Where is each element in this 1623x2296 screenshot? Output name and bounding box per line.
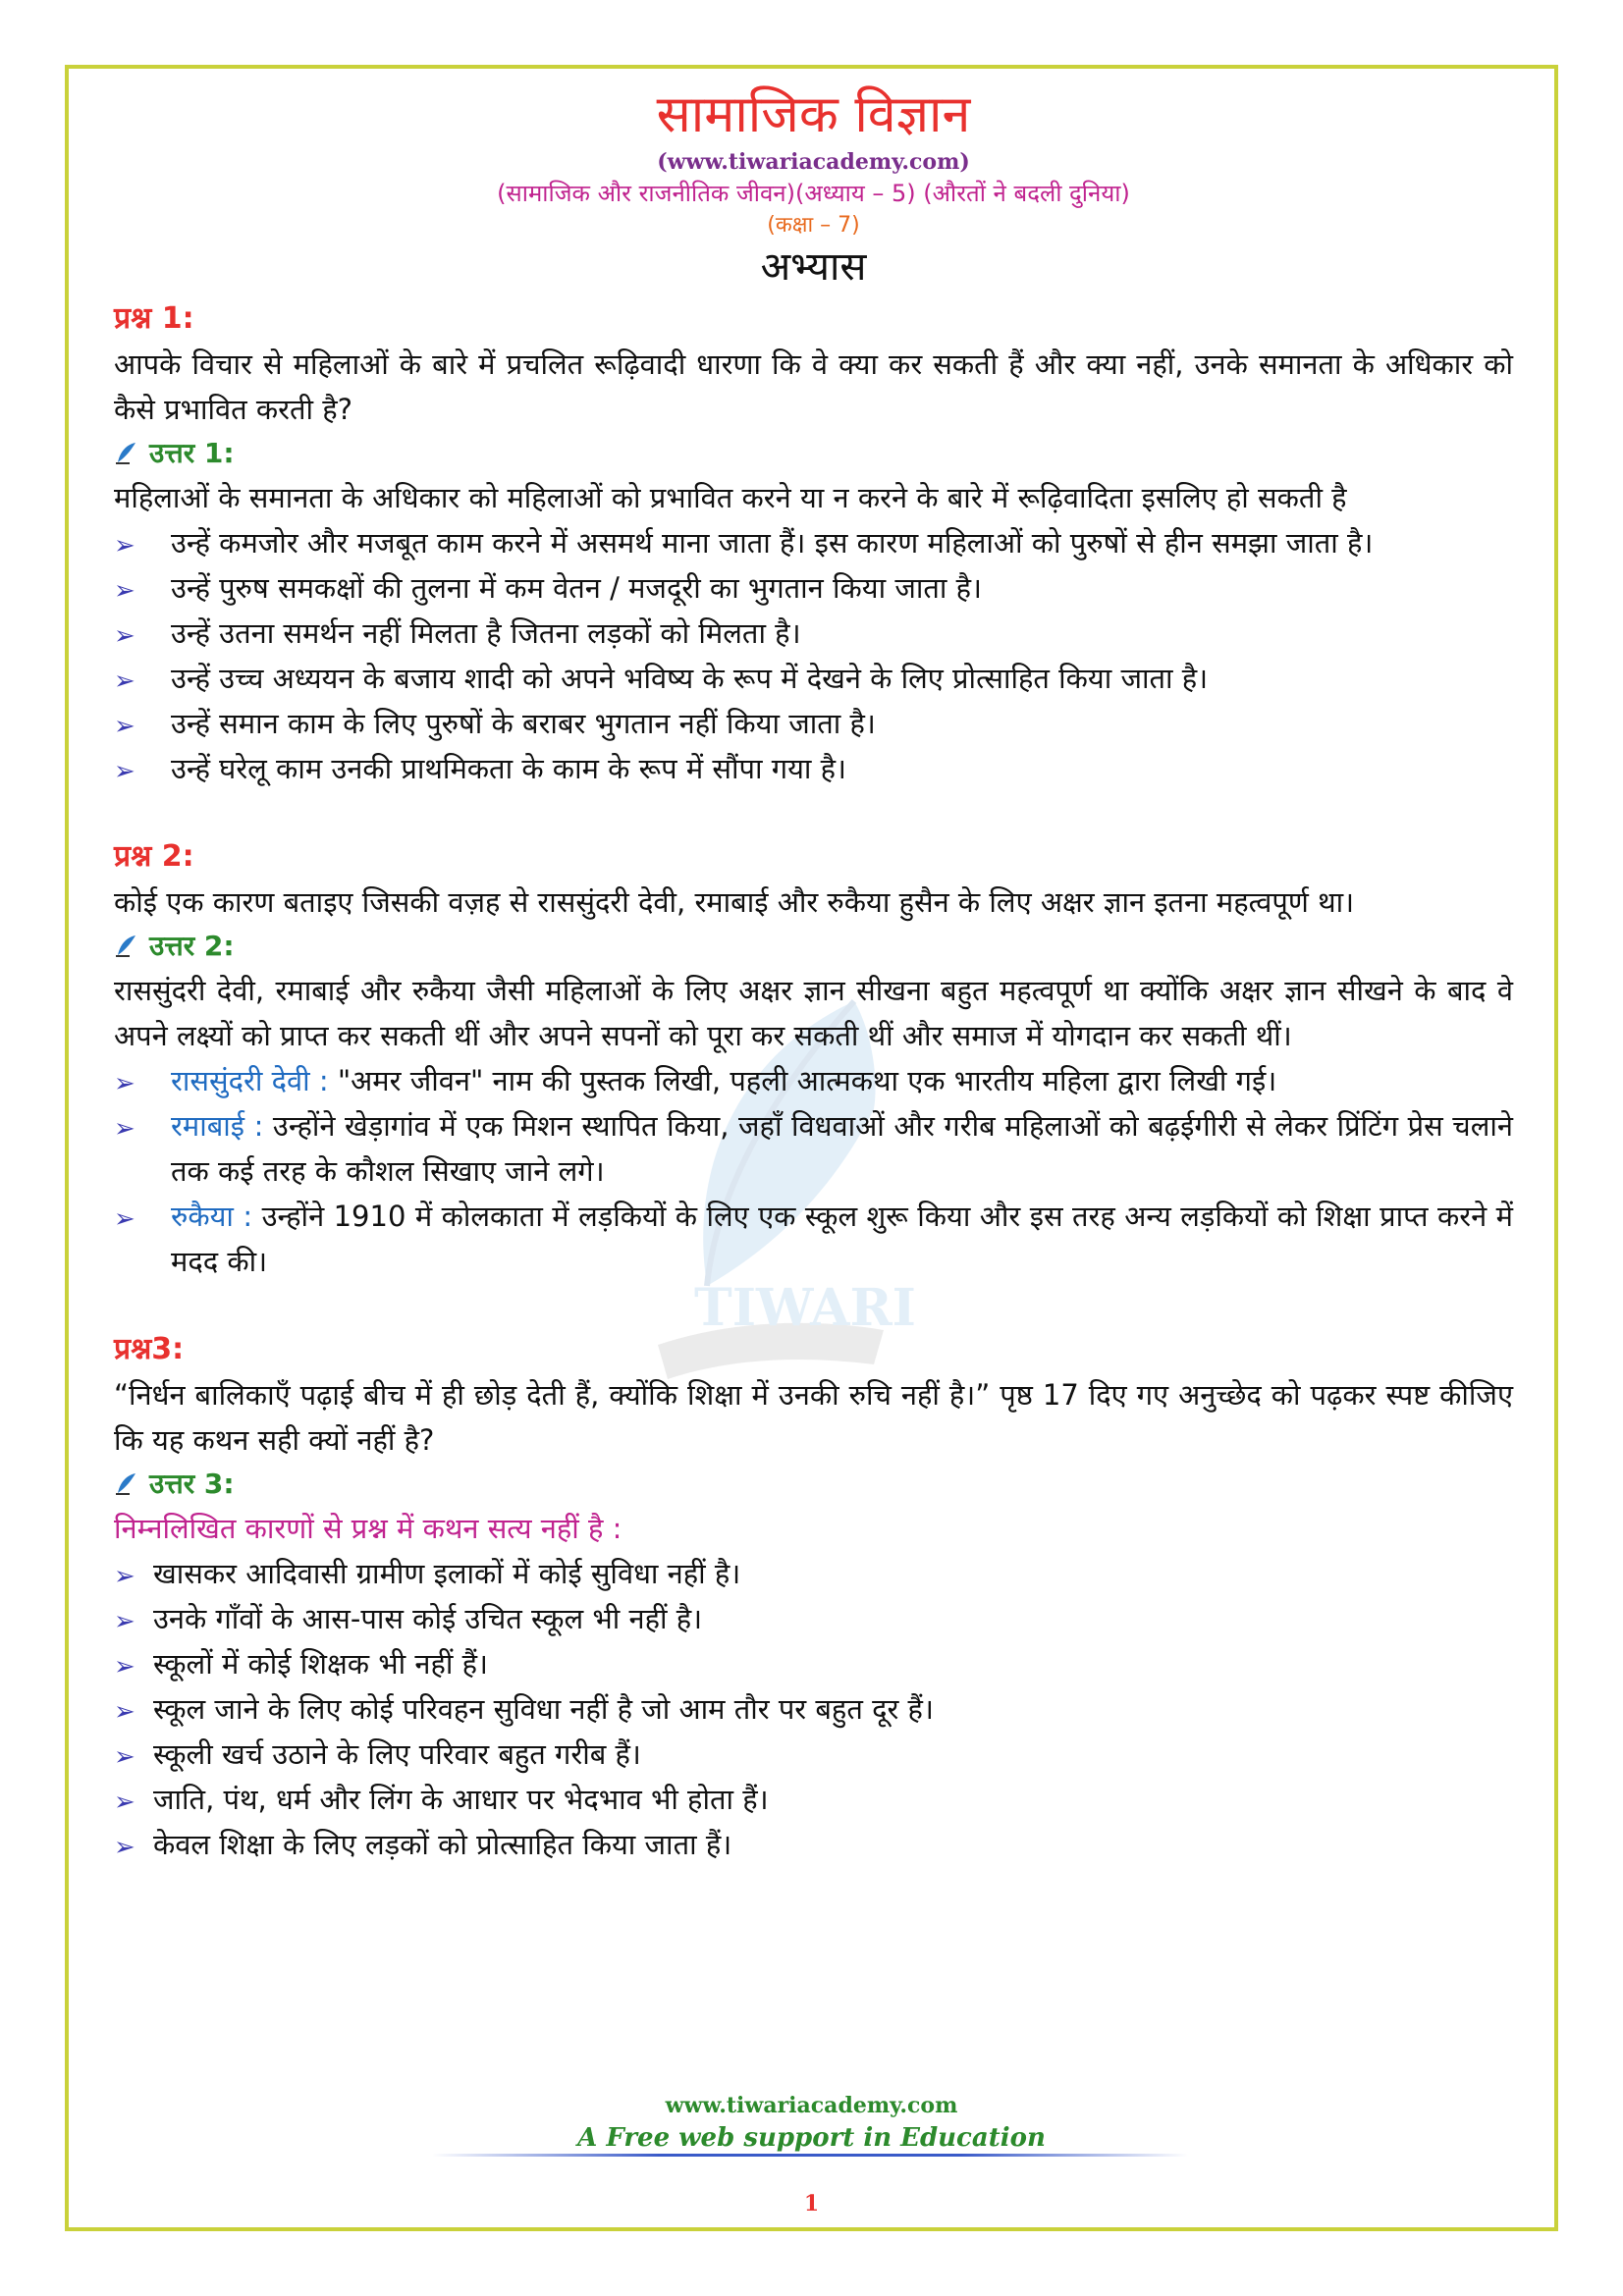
page-content xyxy=(114,82,1513,1867)
list-item: ➢ राससुंदरी देवी : "अमर जीवन" नाम की पुस्तक लिखी, पहली आत्मकथा एक भारतीय महिला द्वारा लिखी गई। xyxy=(114,1058,1513,1103)
watermark-text: TIWARI xyxy=(694,1278,916,1338)
arrow-bullet-icon: ➢ xyxy=(114,1562,135,1591)
footer-url[interactable]: www.tiwariacademy.com xyxy=(665,2093,958,2118)
quill-icon xyxy=(114,934,139,959)
answer-intro: महिलाओं के समानता के अधिकार को महिलाओं को प्रभावित करने या न करने के बारे में रूढ़िवादिता इसलिए हो सकती है xyxy=(114,481,1347,514)
arrow-bullet-icon: ➢ xyxy=(114,1652,135,1682)
chapter-subtitle: (सामाजिक और राजनीतिक जीवन)(अध्याय – 5) (औरतों ने बदली दुनिया) xyxy=(497,180,1130,207)
list-item: ➢ उन्हें समान काम के लिए पुरुषों के बराबर भुगतान नहीं किया जाता है। xyxy=(114,701,1513,746)
page-footer xyxy=(0,2091,1623,2156)
list-item: ➢ उन्हें उच्च अध्ययन के बजाय शादी को अपने भविष्य के रूप में देखने के लिए प्रोत्साहित किया जाता है। xyxy=(114,656,1513,701)
arrow-bullet-icon: ➢ xyxy=(114,1607,135,1636)
arrow-bullet-icon: ➢ xyxy=(114,1833,135,1862)
answer-heading-text: उत्तर 1: xyxy=(149,437,235,469)
answer-list xyxy=(114,520,1513,791)
question-heading: प्रश्न 1: xyxy=(114,301,194,336)
page-number: 1 xyxy=(803,2191,820,2216)
item-label: रुकैया : xyxy=(171,1200,262,1233)
question-heading: प्रश्न 2: xyxy=(114,839,194,874)
class-label: (कक्षा – 7) xyxy=(767,213,860,238)
arrow-bullet-icon: ➢ xyxy=(114,667,135,696)
footer-tagline: A Free web support in Education xyxy=(577,2123,1046,2153)
item-label: रमाबाई : xyxy=(171,1109,273,1143)
question-text: कोई एक कारण बताइए जिसकी वज़ह से राससुंदरी देवी, रमाबाई और रुकैया हुसैन के लिए अक्षर ज्ञान इतना महत्वपूर्ण था। xyxy=(114,885,1355,919)
arrow-bullet-icon: ➢ xyxy=(114,1204,135,1234)
answer-intro: निम्नलिखित कारणों से प्रश्न में कथन सत्य नहीं है : xyxy=(114,1512,622,1545)
list-item: ➢ उन्हें घरेलू काम उनकी प्राथमिकता के काम के रूप में सौंपा गया है। xyxy=(114,746,1513,791)
answer-intro: राससुंदरी देवी, रमाबाई और रुकैया जैसी महिलाओं के लिए अक्षर ज्ञान सीखना बहुत महत्वपूर्ण था क्योंकि अक्षर ज्ञान सीखने के बाद वे अपने लक्ष्यों को प्राप्त कर सकती थीं और अपने सपनों को पूरा कर सकती थीं और समाज में योगदान कर सकती थीं। xyxy=(114,974,1513,1052)
answer-list xyxy=(114,1551,1513,1867)
list-item: ➢ उन्हें कमजोर और मजबूत काम करने में असमर्थ माना जाता हैं। इस कारण महिलाओं को पुरुषों से हीन समझा जाता है। xyxy=(114,520,1513,565)
arrow-bullet-icon: ➢ xyxy=(114,1114,135,1144)
list-item: ➢ उन्हें उतना समर्थन नहीं मिलता है जितना लड़कों को मिलता है। xyxy=(114,611,1513,656)
list-item: ➢ स्कूलों में कोई शिक्षक भी नहीं हैं। xyxy=(114,1641,1513,1686)
question-text: आपके विचार से महिलाओं के बारे में प्रचलित रूढ़िवादी धारणा कि वे क्या कर सकती हैं और क्या नहीं, उनके समानता के अधिकार को कैसे प्रभावित करती है? xyxy=(114,347,1513,426)
answer-heading-text: उत्तर 3: xyxy=(149,1468,235,1500)
answer-list xyxy=(114,1058,1513,1284)
arrow-bullet-icon: ➢ xyxy=(114,531,135,561)
quill-icon xyxy=(114,441,139,466)
arrow-bullet-icon: ➢ xyxy=(114,576,135,606)
list-item: ➢ उनके गाँवों के आस-पास कोई उचित स्कूल भी नहीं है। xyxy=(114,1596,1513,1641)
list-item: ➢ रुकैया : उन्होंने 1910 में कोलकाता में लड़कियों के लिए एक स्कूल शुरू किया और इस तरह अन्य लड़कियों को शिक्षा प्राप्त करने में मदद की। xyxy=(114,1194,1513,1284)
answer-heading xyxy=(114,1463,1513,1506)
page-title: सामाजिक विज्ञान xyxy=(656,85,971,144)
question-text: “निर्धन बालिकाएँ पढ़ाई बीच में ही छोड़ देती हैं, क्योंकि शिक्षा में उनकी रुचि नहीं है।” पृष्ठ 17 दिए गए अनुच्छेद को पढ़कर स्पष्ट कीजिए कि यह कथन सही क्यों नहीं है? xyxy=(114,1378,1513,1457)
answer-heading-text: उत्तर 2: xyxy=(149,930,235,962)
list-item: ➢ रमाबाई : उन्होंने खेड़ागांव में एक मिशन स्थापित किया, जहाँ विधवाओं और गरीब महिलाओं को बढ़ईगीरी से लेकर प्रिंटिंग प्रेस चलाने तक कई तरह के कौशल सिखाए जाने लगे। xyxy=(114,1103,1513,1194)
arrow-bullet-icon: ➢ xyxy=(114,1788,135,1817)
list-item: ➢ खासकर आदिवासी ग्रामीण इलाकों में कोई सुविधा नहीं है। xyxy=(114,1551,1513,1596)
answer-heading xyxy=(114,925,1513,968)
header-url: (www.tiwariacademy.com) xyxy=(657,149,970,175)
list-item: ➢ जाति, पंथ, धर्म और लिंग के आधार पर भेदभाव भी होता हैं। xyxy=(114,1777,1513,1822)
answer-heading xyxy=(114,432,1513,475)
question-3 xyxy=(114,1327,1513,1867)
quill-icon xyxy=(114,1471,139,1497)
question-1 xyxy=(114,296,1513,791)
question-2 xyxy=(114,834,1513,1284)
arrow-bullet-icon: ➢ xyxy=(114,757,135,786)
section-title: अभ्यास xyxy=(760,244,867,290)
arrow-bullet-icon: ➢ xyxy=(114,1069,135,1098)
arrow-bullet-icon: ➢ xyxy=(114,621,135,651)
list-item: ➢ केवल शिक्षा के लिए लड़कों को प्रोत्साहित किया जाता हैं। xyxy=(114,1822,1513,1867)
list-item: ➢ स्कूली खर्च उठाने के लिए परिवार बहुत गरीब हैं। xyxy=(114,1732,1513,1777)
arrow-bullet-icon: ➢ xyxy=(114,1697,135,1727)
arrow-bullet-icon: ➢ xyxy=(114,712,135,741)
list-item: ➢ उन्हें पुरुष समकक्षों की तुलना में कम वेतन / मजदूरी का भुगतान किया जाता है। xyxy=(114,565,1513,611)
question-heading: प्रश्न3: xyxy=(114,1332,185,1366)
arrow-bullet-icon: ➢ xyxy=(114,1742,135,1772)
list-item: ➢ स्कूल जाने के लिए कोई परिवहन सुविधा नहीं है जो आम तौर पर बहुत दूर हैं। xyxy=(114,1686,1513,1732)
footer-divider xyxy=(432,2154,1188,2157)
page-header xyxy=(114,82,1513,293)
item-label: राससुंदरी देवी : xyxy=(171,1064,338,1097)
